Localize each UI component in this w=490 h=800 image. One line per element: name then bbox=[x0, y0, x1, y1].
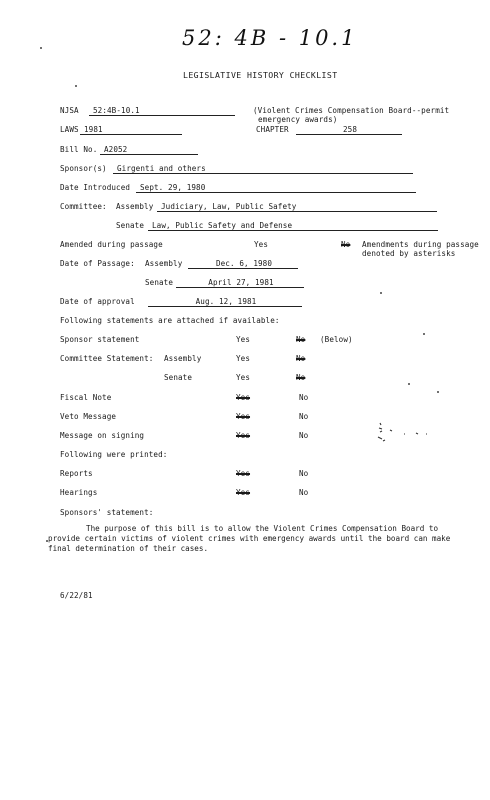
printed-row-yes-struck: Yes bbox=[236, 469, 251, 478]
printed-row-label: Hearings bbox=[60, 488, 98, 497]
njsa-value: 52:4B-10.1 bbox=[89, 106, 235, 116]
handwritten-citation: 52: 4B - 10.1 bbox=[182, 26, 358, 50]
footer-date: 6/22/81 bbox=[60, 591, 93, 600]
attached-heading: Following statements are attached if available: bbox=[60, 316, 280, 325]
printed-row-no: No bbox=[299, 469, 309, 478]
attached-row-sub: Assembly bbox=[164, 354, 202, 363]
sponsor-label: Sponsor(s) bbox=[60, 164, 107, 173]
printed-row-label: Reports bbox=[60, 469, 93, 478]
attached-row-no: No bbox=[299, 412, 309, 421]
chapter-label: CHAPTER bbox=[256, 125, 289, 134]
attached-row-yes: Yes bbox=[236, 373, 251, 382]
scan-speck bbox=[423, 333, 425, 335]
printed-row-no: No bbox=[299, 488, 309, 497]
approval-label: Date of approval bbox=[60, 297, 135, 306]
laws-label: LAWS bbox=[60, 125, 79, 134]
stamp-mark-icon bbox=[374, 420, 434, 446]
attached-row-no-struck: No bbox=[296, 354, 306, 363]
assembly-committee: Judiciary, Law, Public Safety bbox=[157, 202, 437, 212]
attached-row-yes: Yes bbox=[236, 354, 251, 363]
attached-row-yes-struck: Yes bbox=[236, 412, 251, 421]
scan-speck bbox=[408, 383, 410, 385]
attached-row-yes-struck: Yes bbox=[236, 393, 251, 402]
attached-row-note: (Below) bbox=[320, 335, 353, 344]
amended-yes: Yes bbox=[254, 240, 269, 249]
printed-row-yes-struck: Yes bbox=[236, 488, 251, 497]
description-line2: emergency awards) bbox=[258, 115, 338, 124]
attached-row-label: Veto Message bbox=[60, 412, 117, 421]
scan-speck bbox=[75, 85, 77, 87]
assembly-label: Assembly bbox=[116, 202, 154, 211]
amended-label: Amended during passage bbox=[60, 240, 163, 249]
amended-note-line2: denoted by asterisks bbox=[362, 249, 456, 258]
attached-row-label: Committee Statement: bbox=[60, 354, 154, 363]
approval-value: Aug. 12, 1981 bbox=[148, 297, 302, 307]
attached-row-no: No bbox=[299, 431, 309, 440]
sponsor-value: Girgenti and others bbox=[113, 164, 413, 174]
senate-label: Senate bbox=[116, 221, 145, 230]
statement-heading: Sponsors' statement: bbox=[60, 508, 154, 517]
bill-value: A2052 bbox=[100, 145, 198, 155]
attached-row-yes-struck: Yes bbox=[236, 431, 251, 440]
attached-row-yes: Yes bbox=[236, 335, 251, 344]
description-line1: (Violent Crimes Compensation Board--permit bbox=[253, 106, 450, 115]
attached-row-no: No bbox=[299, 393, 309, 402]
passage-senate-label: Senate bbox=[145, 278, 174, 287]
scan-speck bbox=[40, 47, 42, 49]
page-title: LEGISLATIVE HISTORY CHECKLIST bbox=[183, 70, 338, 80]
attached-row-no-struck: No bbox=[296, 373, 306, 382]
passage-assembly-value: Dec. 6, 1980 bbox=[188, 259, 298, 269]
scan-speck bbox=[380, 292, 382, 294]
scan-speck bbox=[437, 391, 439, 393]
amended-no-struck: No bbox=[341, 240, 351, 249]
passage-senate-value: April 27, 1981 bbox=[176, 278, 304, 288]
njsa-label: NJSA bbox=[60, 106, 79, 115]
scan-speck bbox=[46, 540, 48, 542]
attached-row-label: Message on signing bbox=[60, 431, 145, 440]
passage-label: Date of Passage: bbox=[60, 259, 135, 268]
printed-heading: Following were printed: bbox=[60, 450, 168, 459]
chapter-value: 258 bbox=[296, 125, 402, 135]
amended-note-line1: Amendments during passage bbox=[362, 240, 479, 249]
senate-committee: Law, Public Safety and Defense bbox=[148, 221, 438, 231]
attached-row-sub: Senate bbox=[164, 373, 193, 382]
introduced-label: Date Introduced bbox=[60, 183, 131, 192]
attached-row-label: Sponsor statement bbox=[60, 335, 140, 344]
laws-value: 1981 bbox=[80, 125, 182, 135]
bill-label: Bill No. bbox=[60, 145, 98, 154]
statement-text: The purpose of this bill is to allow the Violent Crimes Compensation Board to provide certain victims of violent crimes with emergency awards until the board can make final determination of their cases. bbox=[48, 524, 451, 553]
attached-row-no-struck: No bbox=[296, 335, 306, 344]
passage-assembly-label: Assembly bbox=[145, 259, 183, 268]
attached-row-label: Fiscal Note bbox=[60, 393, 112, 402]
committee-label: Committee: bbox=[60, 202, 107, 211]
introduced-value: Sept. 29, 1980 bbox=[136, 183, 416, 193]
